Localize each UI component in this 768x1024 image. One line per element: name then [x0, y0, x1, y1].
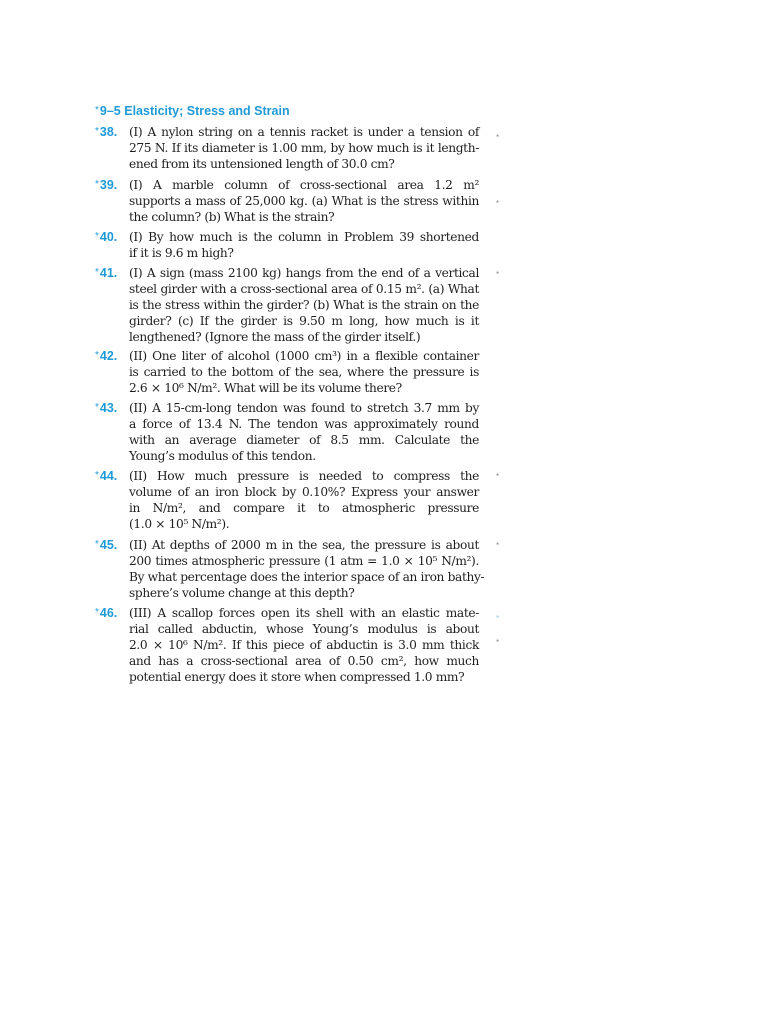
problem-number-label: 44.	[99, 469, 118, 483]
margin-mark: *	[496, 614, 500, 623]
margin-mark: *	[496, 541, 500, 550]
problem-number	[95, 177, 129, 193]
text-line: (II) One liter of alcohol (1000 cm³) in a flexible container	[129, 349, 479, 363]
text-line: (1.0 × 10⁵ N/m²).	[129, 517, 230, 531]
text-line: potential energy does it store when compressed 1.0 mm?	[129, 670, 465, 684]
problem-number	[95, 348, 129, 364]
problem-text	[129, 605, 479, 685]
problem-number	[95, 229, 129, 245]
text-line: (II) At depths of 2000 m in the sea, the pressure is about	[129, 538, 479, 552]
text-line: the column? (b) What is the strain?	[129, 210, 335, 224]
margin-mark: *	[496, 270, 500, 279]
problem-text	[129, 177, 479, 225]
problem-number	[95, 400, 129, 416]
problem-star: *	[95, 402, 99, 413]
text-line: supports a mass of 25,000 kg. (a) What is the stress within	[129, 194, 479, 208]
problem-star: *	[95, 539, 99, 550]
problem-number-label: 40.	[99, 230, 118, 244]
text-line: volume of an iron block by 0.10%? Express your answer	[129, 485, 479, 499]
problem-star: *	[95, 126, 99, 137]
margin-mark: *	[496, 199, 500, 208]
text-line: rial called abductin, whose Young’s modulus is about	[129, 622, 479, 636]
problem-number-label: 38.	[99, 125, 118, 139]
text-line: is the stress within the girder? (b) What is the strain on the	[129, 298, 479, 312]
text-line: with an average diameter of 8.5 mm. Calculate the	[129, 433, 479, 447]
problem-star: *	[95, 350, 99, 361]
problem-number-label: 39.	[99, 178, 118, 192]
problem-number-label: 41.	[99, 266, 118, 280]
text-line: 275 N. If its diameter is 1.00 mm, by how much is it length-	[129, 141, 479, 155]
problem-star: *	[95, 179, 99, 190]
text-line: 200 times atmospheric pressure (1 atm = 1.0 × 10⁵ N/m²).	[129, 554, 479, 568]
text-line: is carried to the bottom of the sea, where the pressure is	[129, 365, 479, 379]
problem-number-label: 45.	[99, 538, 118, 552]
text-line: in N/m², and compare it to atmospheric pressure	[129, 501, 479, 515]
text-line: sphere’s volume change at this depth?	[129, 586, 355, 600]
problem-text	[129, 400, 479, 464]
text-line: and has a cross-sectional area of 0.50 cm², how much	[129, 654, 479, 668]
margin-mark: *	[496, 638, 500, 647]
text-line: By what percentage does the interior space of an iron bathy-	[129, 570, 485, 584]
problem-star: *	[95, 470, 99, 481]
problem-number-label: 46.	[99, 606, 118, 620]
text-line: (II) A 15-cm-long tendon was found to stretch 3.7 mm by	[129, 401, 479, 415]
problem-number-label: 43.	[99, 401, 118, 415]
section-star: *	[95, 105, 99, 116]
text-line: (III) A scallop forces open its shell with an elastic mate-	[129, 606, 479, 620]
section-title: 9–5 Elasticity; Stress and Strain	[99, 104, 290, 118]
problem-number	[95, 605, 129, 621]
text-line: 2.0 × 10⁶ N/m². If this piece of abductin is 3.0 mm thick	[129, 638, 479, 652]
problem-number	[95, 265, 129, 281]
text-line: lengthened? (Ignore the mass of the girder itself.)	[129, 330, 421, 344]
text-line: steel girder with a cross-sectional area of 0.15 m². (a) What	[129, 282, 479, 296]
problem-star: *	[95, 267, 99, 278]
text-line: 2.6 × 10⁶ N/m². What will be its volume there?	[129, 381, 402, 395]
problem-text	[129, 348, 479, 396]
problem-text	[129, 468, 479, 532]
problem-text	[129, 537, 485, 601]
text-line: (I) By how much is the column in Problem 39 shortened	[129, 230, 479, 244]
text-line: if it is 9.6 m high?	[129, 246, 234, 260]
text-line: (II) How much pressure is needed to compress the	[129, 469, 479, 483]
text-line: girder? (c) If the girder is 9.50 m long, how much is it	[129, 314, 479, 328]
text-line: (I) A marble column of cross-sectional area 1.2 m²	[129, 178, 479, 192]
problem-number-label: 42.	[99, 349, 118, 363]
problem-text	[129, 265, 479, 345]
section-heading	[95, 104, 290, 118]
text-line: (I) A sign (mass 2100 kg) hangs from the end of a vertical	[129, 266, 479, 280]
problem-text	[129, 124, 479, 172]
problem-star: *	[95, 231, 99, 242]
problem-number	[95, 537, 129, 553]
problem-text	[129, 229, 479, 261]
problem-star: *	[95, 607, 99, 618]
margin-mark: *	[496, 133, 500, 142]
margin-mark: *	[496, 472, 500, 481]
text-line: Young’s modulus of this tendon.	[129, 449, 316, 463]
text-line: ened from its untensioned length of 30.0 cm?	[129, 157, 395, 171]
text-line: (I) A nylon string on a tennis racket is under a tension of	[129, 125, 479, 139]
problem-number	[95, 468, 129, 484]
problem-number	[95, 124, 129, 140]
text-line: a force of 13.4 N. The tendon was approximately round	[129, 417, 479, 431]
